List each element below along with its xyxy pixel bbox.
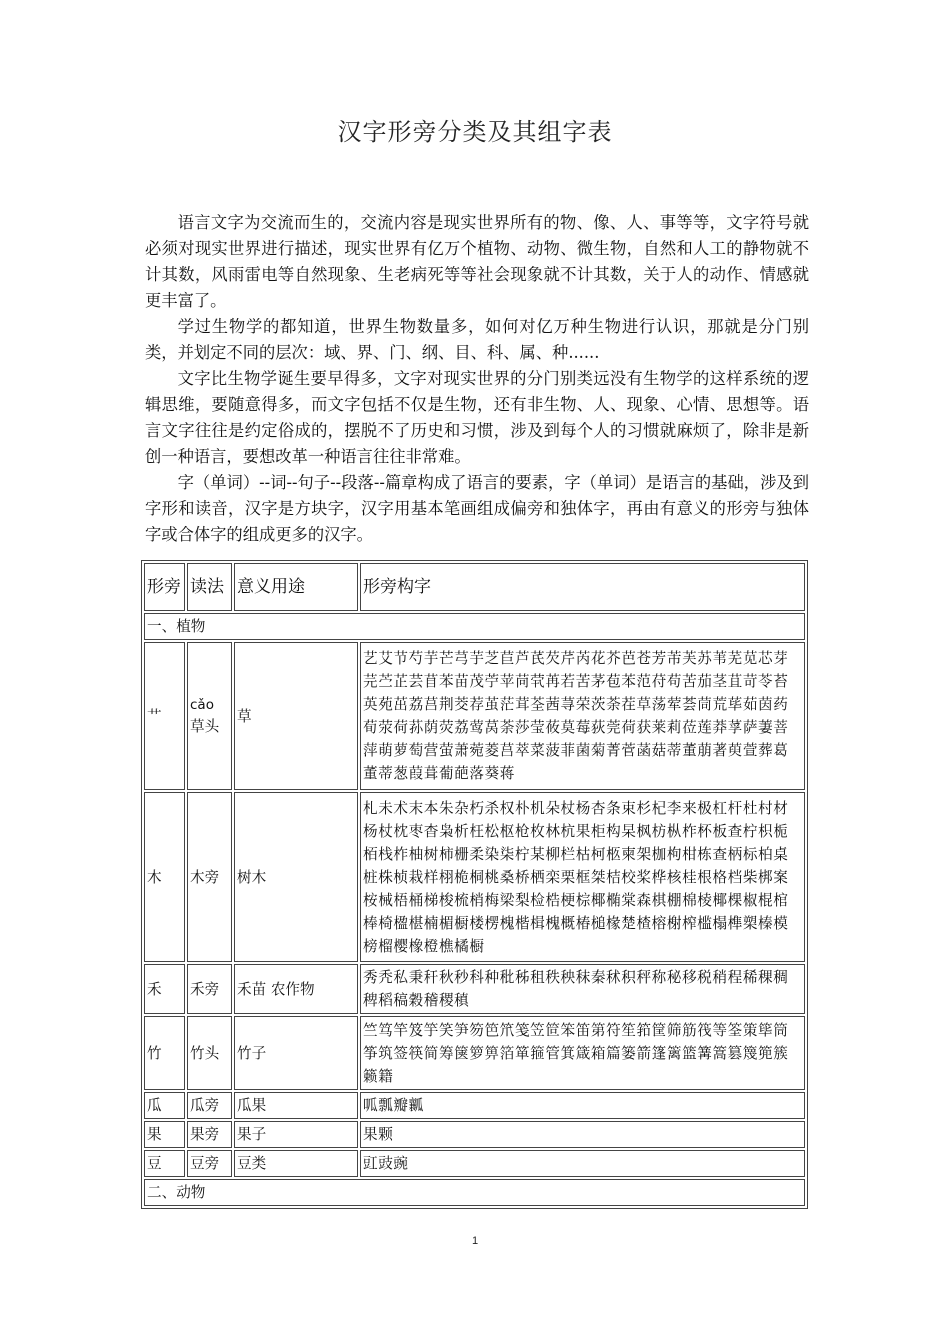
radical-cell: 竹 [144,1016,185,1090]
section-row [144,613,805,640]
section-row [144,1179,805,1206]
radical-cell: 豆 [144,1150,185,1177]
table-row [144,1121,805,1148]
radical-cell: 果 [144,1121,185,1148]
radical-cell: 木 [144,792,185,962]
header-radical: 形旁 [144,563,185,611]
header-chars: 形旁构字 [360,563,805,611]
chars-cell: 呱瓢瓣瓤 [360,1092,805,1119]
reading-label: 草头 [190,717,220,735]
intro-text [145,210,809,548]
intro-paragraph: 语言文字为交流而生的，交流内容是现实世界所有的物、像、人、事等等，文字符号就必须对现实世界进行描述，现实世界有亿万个植物、动物、微生物，自然和人工的静物就不计其数，风雨雷电等自然现象、生老病死等等社会现象就不计其数，关于人的动作、情感就更丰富了。 [145,213,809,310]
meaning-cell: 瓜果 [234,1092,358,1119]
meaning-cell: 果子 [234,1121,358,1148]
reading-cell: 豆旁 [187,1150,232,1177]
meaning-cell: 竹子 [234,1016,358,1090]
section-label-animals: 二、动物 [144,1179,805,1206]
page-number: 1 [471,1235,479,1247]
chars-cell: 艺艾节芍芋芒芎芋芝苣芦芪芡芹芮花芥芭苍芳芾芙苏苇芜苋芯芽芫苎芷芸苜苯苗茂苧苹苘茕苒若苦茅苞苯范苻苟苦茄茎苴苛苓苔英苑茁荔莒荆茭荐茧茫茸荃茜荨荣茨荼茬草荡荤荟茼荒荜茹茵药荀荥荷荪荫荧荔莺莴荼莎莹莜莫莓荻莞荷获莱莉莅莲莽莩萨萋菩萍萌萝萄营萤萧菀菱莒萃菜菠菲菌菊菁菅菡菇蒂董萠著萸萱葬葛董蒂葱葭葺葡葩落葵蒋 [360,642,805,790]
meaning-cell: 禾苗 农作物 [234,964,358,1014]
table-row [144,964,805,1014]
reading-cell: 禾旁 [187,964,232,1014]
reading-cell: 木旁 [187,792,232,962]
radical-cell: 禾 [144,964,185,1014]
meaning-cell: 树木 [234,792,358,962]
radical-cell: 瓜 [144,1092,185,1119]
pinyin-label: cǎo [190,696,214,713]
radical-cell: 艹 [144,642,185,790]
chars-cell: 秀秃私秉秆秋秒科种秕秭租秩秧秣秦秫积秤称秘移税稍程稀稞稠稗稻稿穀稽稷稹 [360,964,805,1014]
table-row [144,1092,805,1119]
header-meaning: 意义用途 [234,563,358,611]
intro-paragraph: 字（单词）--词--句子--段落--篇章构成了语言的要素，字（单词）是语言的基础，涉及到字形和读音，汉字是方块字，汉字用基本笔画组成偏旁和独体字，再由有意义的形旁与独体字或合体字的组成更多的汉字。 [145,473,809,544]
table-row [144,1150,805,1177]
radical-table [141,560,808,1209]
chars-cell: 豇豉豌 [360,1150,805,1177]
chars-cell: 竺笃竿笈竽笑笋笏笆笊笺笠笸笨笛第符笙筘筐筛筋筏等筌策筚筒筝筑签筷简筹箧箩箅箔箪箍管箕箴箱篇篓箭篷篱篮篝篙篡篾篼簇籁籍 [360,1016,805,1090]
reading-cell: 瓜旁 [187,1092,232,1119]
table-row [144,642,805,790]
table-row [144,792,805,962]
section-label-plants: 一、植物 [144,613,805,640]
meaning-cell: 草 [234,642,358,790]
chars-cell: 果颗 [360,1121,805,1148]
chars-cell: 札未术末本朱杂朽杀权朴机朵杖杨杏条束杉杞李来极杠杆杜村材杨杖枕枣杳枭析枉松枢枪枚林杭果柜构杲枫枋枞柞杯板查柠枳栀栢栈柞柚树柿栅柔染柒柠某柳栏枯柯柩柬架枷枸柑栋查柄标柏桌桩株桢栽样栩桅桐桃桑桥栖栾栗框桀桔校桨桦核桂根格档柴梆案桉械梧桶梯梭梳梢梅梁梨检梏梗棕椰椭棠森棋棚棉棱椰棵椒棍棺棒椅楹椹楠楣橱楼楞槐楷楫槐概椿槌椽楚楂榕榭榨槛榻榫槊榛模榜榴樱橡橙樵橘橱 [360,792,805,962]
reading-cell: 果旁 [187,1121,232,1148]
reading-cell: 竹头 [187,1016,232,1090]
meaning-cell: 豆类 [234,1150,358,1177]
document-title: 汉字形旁分类及其组字表 [337,118,613,146]
table-header-row [144,563,805,611]
header-reading: 读法 [187,563,232,611]
reading-cell [187,642,232,790]
table-row [144,1016,805,1090]
intro-paragraph: 文字比生物学诞生要早得多，文字对现实世界的分门别类远没有生物学的这样系统的逻辑思维，要随意得多，而文字包括不仅是生物，还有非生物、人、现象、心情、思想等。语言文字往往是约定俗成的，摆脱不了历史和习惯，涉及到每个人的习惯就麻烦了，除非是新创一种语言，要想改革一种语言往往非常难。 [145,369,809,466]
intro-paragraph: 学过生物学的都知道，世界生物数量多，如何对亿万种生物进行认识，那就是分门别类，并划定不同的层次：域、界、门、纲、目、科、属、种...... [145,317,809,362]
